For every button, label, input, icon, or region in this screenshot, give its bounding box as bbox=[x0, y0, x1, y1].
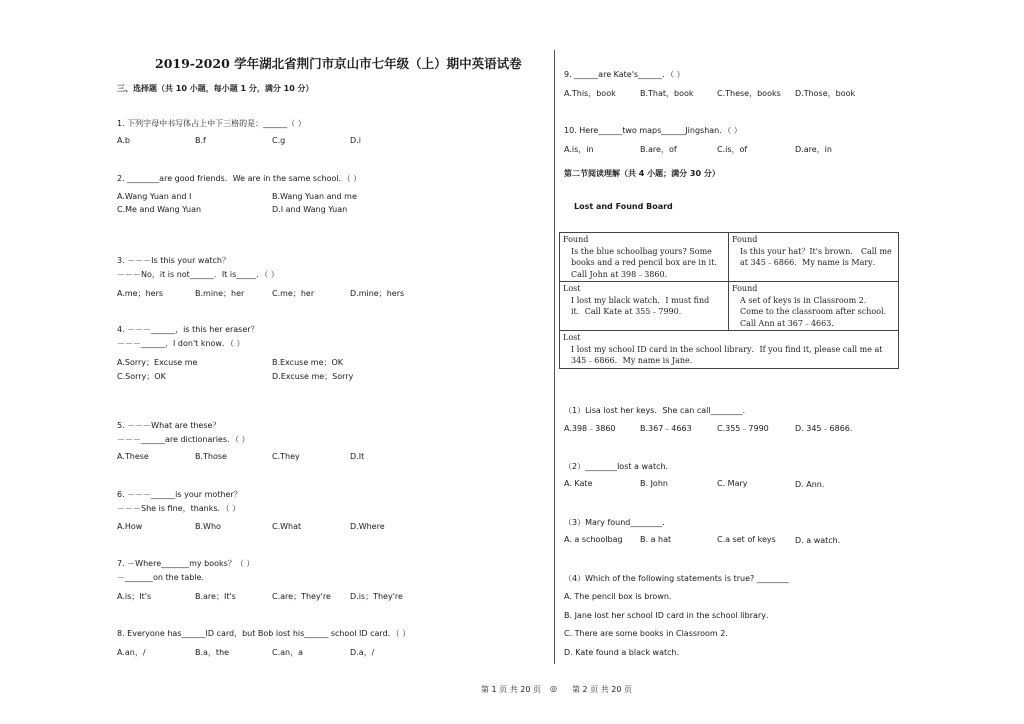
question-9-option-b[interactable]: B.That，book bbox=[640, 89, 694, 98]
question-7-line2: －_______on the table. bbox=[117, 573, 204, 582]
footer-page-right: 第 2 页 共 20 页 bbox=[572, 685, 632, 694]
question-7-option-a[interactable]: A.is；It's bbox=[117, 592, 152, 601]
question-3-line1: 3. －－－Is this your watch？ bbox=[117, 256, 230, 265]
board-cell-found-schoolbag bbox=[560, 233, 729, 282]
question-4-option-d[interactable]: D.Excuse me；Sorry bbox=[272, 372, 354, 381]
reading-question-3-option-c[interactable]: C.a set of keys bbox=[717, 535, 776, 544]
reading-question-2-option-c[interactable]: C. Mary bbox=[717, 479, 748, 488]
question-8-option-d[interactable]: D.a，/ bbox=[350, 648, 375, 657]
reading-question-4-stem: （4）Which of the following statements is true? ________ bbox=[564, 574, 789, 583]
question-9-stem: 9. ______are Kate's______．（ ） bbox=[564, 70, 685, 79]
question-8-option-c[interactable]: C.an，a bbox=[272, 648, 304, 657]
question-5-option-b[interactable]: B.Those bbox=[195, 452, 227, 461]
reading-question-1-option-b[interactable]: B.367﹣4663 bbox=[640, 424, 692, 433]
board-cell-heading: Lost bbox=[563, 333, 581, 342]
question-2-option-d[interactable]: D.I and Wang Yuan bbox=[272, 205, 348, 214]
question-1-option-a[interactable]: A.b bbox=[117, 136, 130, 145]
question-6-option-b[interactable]: B.Who bbox=[195, 522, 221, 531]
question-4-option-c[interactable]: C.Sorry；OK bbox=[117, 372, 166, 381]
reading-question-1-option-a[interactable]: A.398﹣3860 bbox=[564, 424, 616, 433]
reading-question-2-option-b[interactable]: B. John bbox=[640, 479, 668, 488]
question-8-option-a[interactable]: A.an，/ bbox=[117, 648, 146, 657]
question-2-option-a[interactable]: A.Wang Yuan and I bbox=[117, 192, 192, 201]
question-4-option-b[interactable]: B.Excuse me；OK bbox=[272, 358, 344, 367]
question-9-option-c[interactable]: C.These，books bbox=[717, 89, 781, 98]
question-3-option-a[interactable]: A.me；hers bbox=[117, 289, 164, 298]
question-1-option-d[interactable]: D.i bbox=[350, 136, 361, 145]
reading-question-4-option-c[interactable]: C. There are some books in Classroom 2． bbox=[564, 629, 734, 638]
question-7-option-d[interactable]: D.is；They're bbox=[350, 592, 403, 601]
reading-question-3-option-b[interactable]: B. a hat bbox=[640, 535, 672, 544]
reading-question-3-stem: （3）Mary found________． bbox=[564, 518, 671, 527]
reading-question-3-option-a[interactable]: A. a schoolbag bbox=[564, 535, 623, 544]
reading-question-2-option-a[interactable]: A. Kate bbox=[564, 479, 593, 488]
question-4-option-a[interactable]: A.Sorry；Excuse me bbox=[117, 358, 198, 367]
reading-section-heading: 第二节阅读理解（共 4 小题；满分 30 分） bbox=[564, 169, 720, 178]
question-3-option-c[interactable]: C.me；her bbox=[272, 289, 315, 298]
question-9-option-d[interactable]: D.Those，book bbox=[795, 89, 856, 98]
question-5-option-d[interactable]: D.It bbox=[350, 452, 365, 461]
board-cell-lost-id-card bbox=[560, 331, 899, 369]
question-4-line2: －－－______，I don't know．（ ） bbox=[117, 339, 245, 348]
question-6-option-a[interactable]: A.How bbox=[117, 522, 143, 531]
question-8-option-b[interactable]: B.a，the bbox=[195, 648, 230, 657]
question-3-option-b[interactable]: B.mine；her bbox=[195, 289, 245, 298]
question-6-option-c[interactable]: C.What bbox=[272, 522, 302, 531]
question-7-line1: 7. －Where_______my books？（ ） bbox=[117, 559, 255, 568]
board-cell-heading: Lost bbox=[563, 284, 581, 293]
footer-page-left: 第 1 页 共 20 页 bbox=[481, 685, 541, 694]
question-7-option-c[interactable]: C.are；They're bbox=[272, 592, 331, 601]
question-2-option-c[interactable]: C.Me and Wang Yuan bbox=[117, 205, 202, 214]
question-6-line2: －－－She is fine，thanks．（ ） bbox=[117, 504, 241, 513]
question-5-option-a[interactable]: A.These bbox=[117, 452, 149, 461]
board-cell-text: I lost my black watch．I must find it．Call Kate at 355﹣7990． bbox=[571, 295, 710, 316]
question-5-option-c[interactable]: C.They bbox=[272, 452, 300, 461]
question-5-line2: －－－______are dictionaries．（ ） bbox=[117, 435, 250, 444]
question-1-option-c[interactable]: C.g bbox=[272, 136, 286, 145]
board-cell-text: Is this your hat？It's brown． Call me at 345﹣6866．My name is Mary． bbox=[740, 246, 892, 267]
question-1-stem: 1. 下列字母中书写体占上中下三格的是：______（ ） bbox=[117, 119, 306, 128]
question-10-option-d[interactable]: D.are，in bbox=[795, 145, 832, 154]
question-4-line1: 4. －－－______，is this her eraser？ bbox=[117, 325, 259, 334]
reading-question-4-option-b[interactable]: B. Jane lost her school ID card in the school library． bbox=[564, 611, 774, 620]
reading-question-3-option-d[interactable]: D. a watch． bbox=[795, 536, 846, 545]
section-heading: 三、选择题（共 10 小题，每小题 1 分，满分 10 分） bbox=[117, 84, 314, 93]
board-cell-heading: Found bbox=[732, 235, 758, 244]
reading-question-1-option-d[interactable]: D. 345﹣6866． bbox=[795, 424, 858, 433]
question-10-option-b[interactable]: B.are，of bbox=[640, 145, 677, 154]
board-cell-text: I lost my school ID card in the school library．If you find it, please call me at 345﹣6866．My name is Jane． bbox=[571, 344, 883, 365]
board-cell-lost-watch bbox=[560, 282, 729, 331]
footer-separator: ◎ bbox=[550, 684, 557, 693]
question-6-option-d[interactable]: D.Where bbox=[350, 522, 385, 531]
board-cell-found-keys bbox=[729, 282, 899, 331]
question-3-line2: －－－No，it is not______．It is_____．（ ） bbox=[117, 270, 279, 279]
board-cell-heading: Found bbox=[563, 235, 589, 244]
question-10-stem: 10. Here______two maps______Jingshan．（ ） bbox=[564, 126, 742, 135]
question-7-option-b[interactable]: B.are；It's bbox=[195, 592, 236, 601]
board-cell-found-hat bbox=[729, 233, 899, 282]
reading-question-1-option-c[interactable]: C.355﹣7990 bbox=[717, 424, 769, 433]
question-1-option-b[interactable]: B.f bbox=[195, 136, 206, 145]
question-2-option-b[interactable]: B.Wang Yuan and me bbox=[272, 192, 357, 201]
question-10-option-c[interactable]: C.is，of bbox=[717, 145, 748, 154]
column-divider bbox=[554, 50, 555, 664]
question-8-stem: 8. Everyone has______ID card，but Bob lost his______ school ID card．（ ） bbox=[117, 629, 411, 638]
reading-question-2-stem: （2）________lost a watch． bbox=[564, 462, 674, 471]
question-3-option-d[interactable]: D.mine；hers bbox=[350, 289, 405, 298]
board-cell-text: Is the blue schoolbag yours? Some books and a red pencil box are in it．Call John at 398﹣3860． bbox=[571, 246, 723, 279]
question-6-line1: 6. －－－______is your mother？ bbox=[117, 490, 242, 499]
lost-and-found-board bbox=[559, 232, 899, 369]
reading-question-4-option-a[interactable]: A. The pencil box is brown． bbox=[564, 592, 677, 601]
question-5-line1: 5. －－－What are these？ bbox=[117, 421, 221, 430]
reading-question-1-stem: （1）Lisa lost her keys．She can call________． bbox=[564, 406, 751, 415]
board-cell-heading: Found bbox=[732, 284, 758, 293]
reading-question-4-option-d[interactable]: D. Kate found a black watch． bbox=[564, 648, 685, 657]
reading-question-2-option-d[interactable]: D. Ann． bbox=[795, 480, 830, 489]
page-title: 2019-2020 学年湖北省荆门市京山市七年级（上）期中英语试卷 bbox=[155, 56, 522, 71]
question-10-option-a[interactable]: A.is，in bbox=[564, 145, 594, 154]
board-cell-text: A set of keys is in Classroom 2．Come to the classroom after school．Call Ann at 367﹣4663． bbox=[740, 295, 892, 328]
question-9-option-a[interactable]: A.This，book bbox=[564, 89, 616, 98]
question-2-stem: 2. ________are good friends．We are in the same school．（ ） bbox=[117, 174, 362, 183]
board-title: Lost and Found Board bbox=[574, 202, 673, 211]
